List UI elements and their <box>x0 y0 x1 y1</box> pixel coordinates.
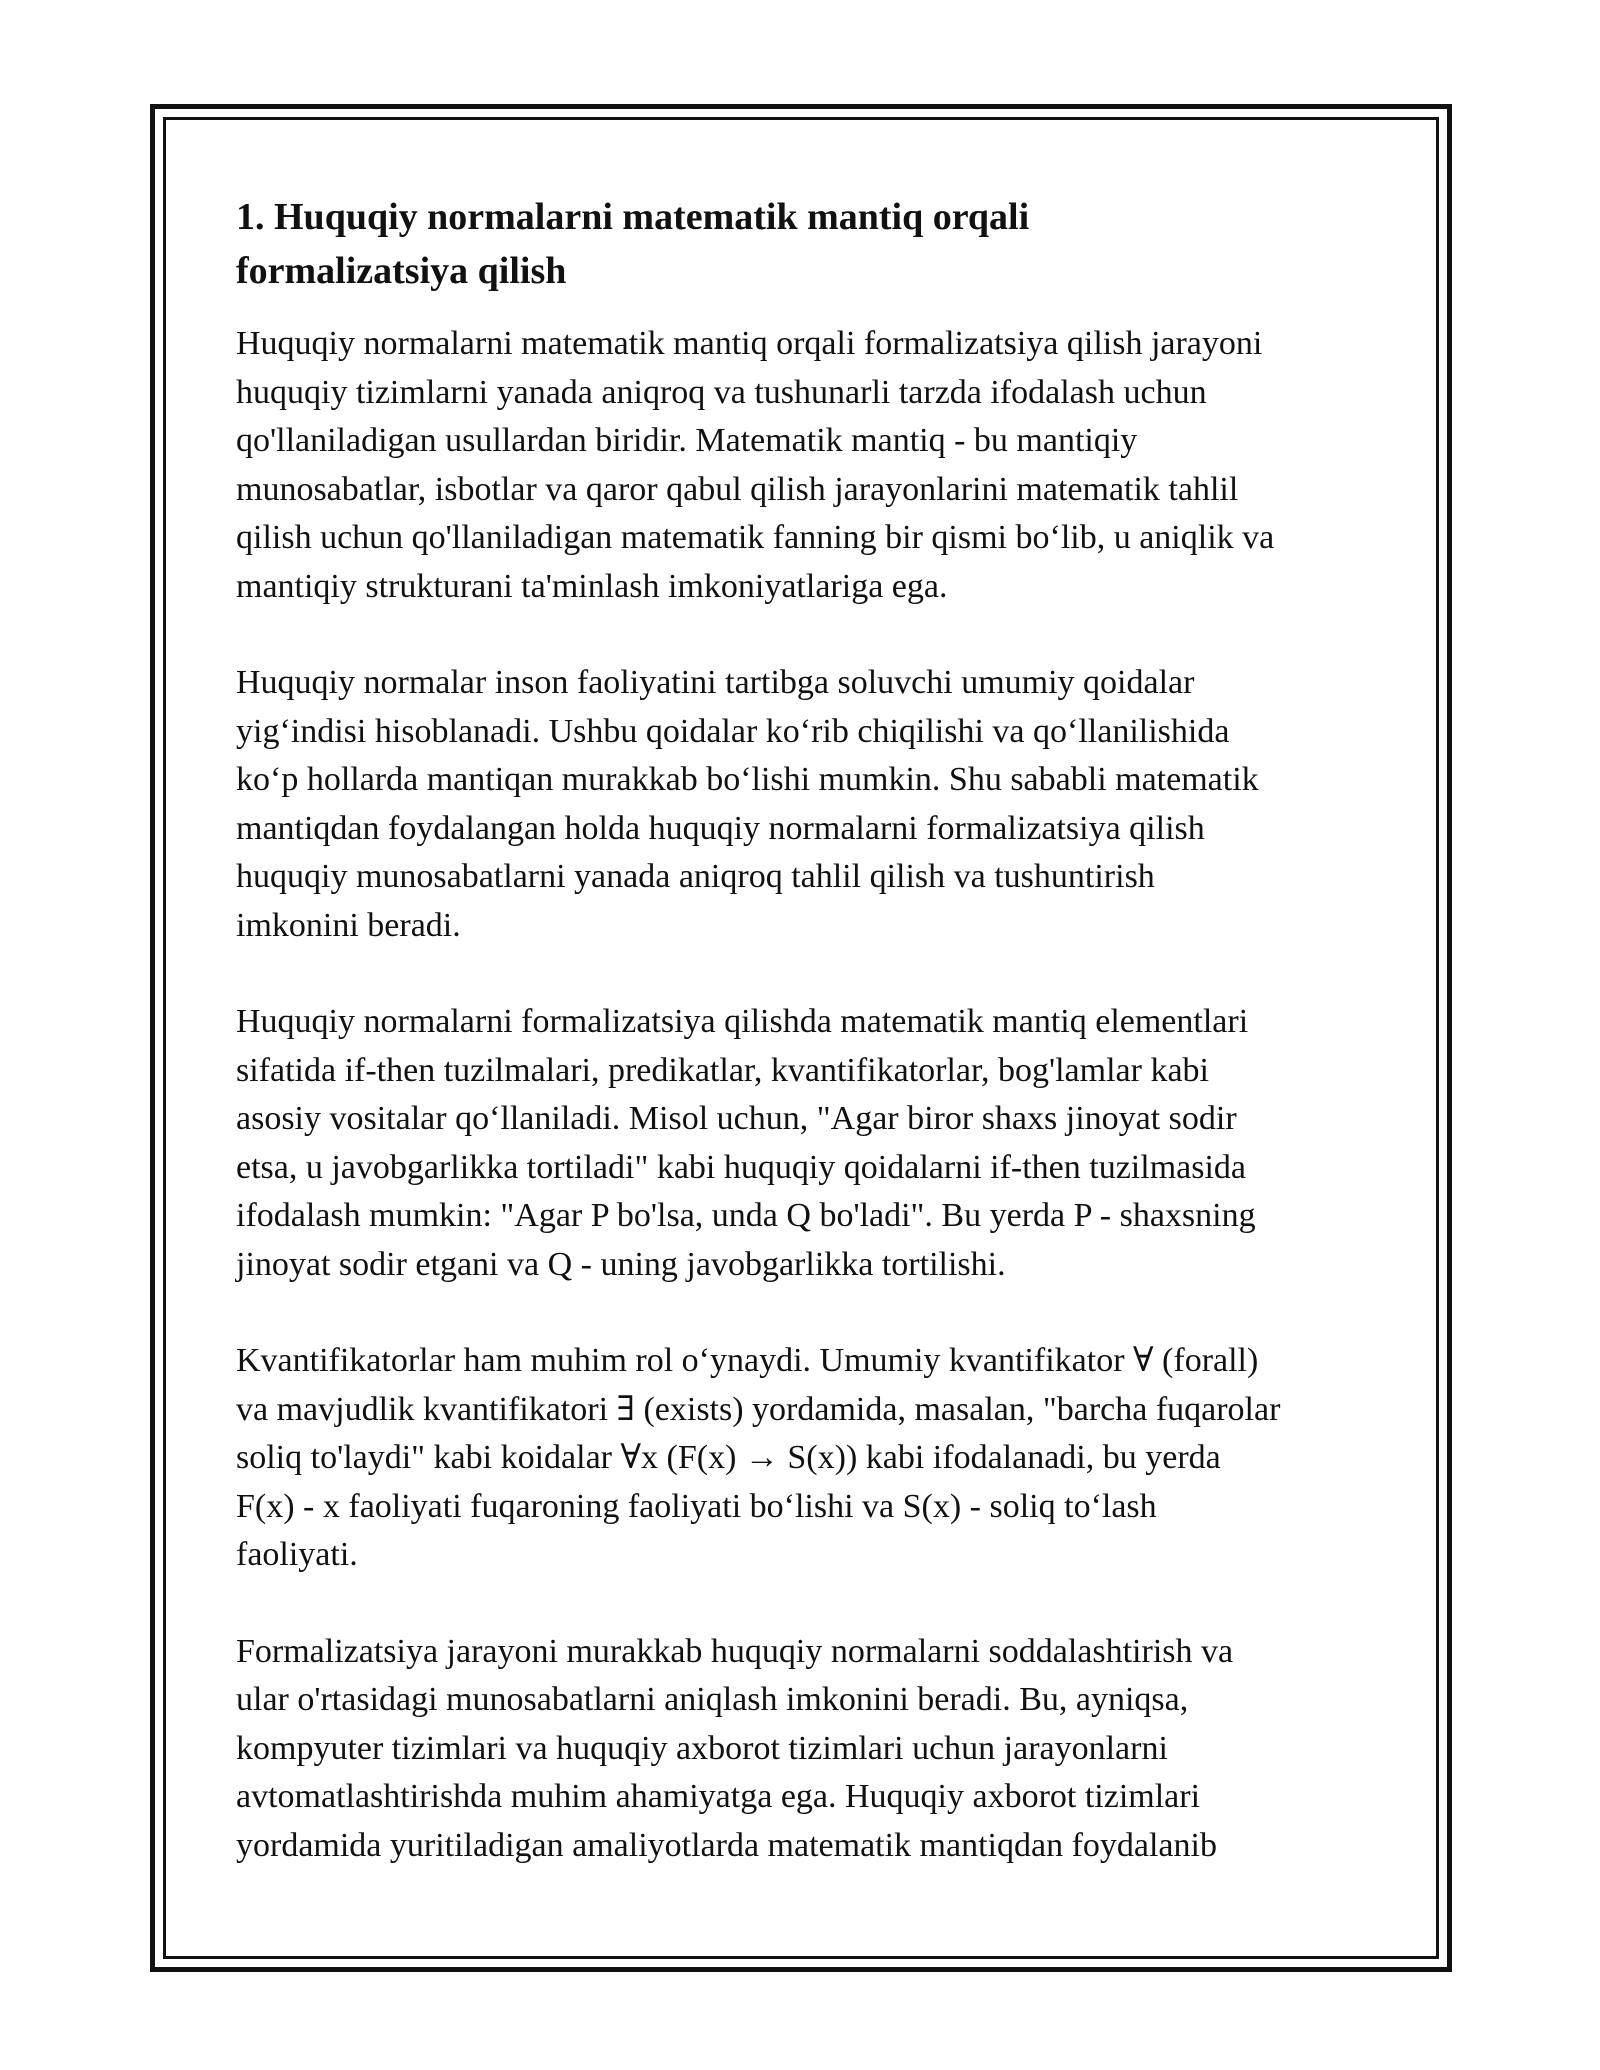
document-body <box>236 190 1386 1918</box>
section-heading: 1. Huquqiy normalarni matematik mantiq orqali formalizatsiya qilish <box>236 196 1030 292</box>
paragraph-4: Kvantifikatorlar ham muhim rol o‘ynaydi. Umumiy kvantifikator ∀ (forall) va mavjudlik kvantifikatori ∃ (exists) yordamida, masalan, "barcha fuqarolar soliq to'laydi" kabi koidalar ∀x (F(x) → S(x)) kabi ifodalanadi, bu yerda F(x) - x faoliyati fuqaroning faoliyati bo‘lishi va S(x) - soliq to‘lash faoliyati. <box>236 1342 1281 1573</box>
paragraph-1: Huquqiy normalarni matematik mantiq orqali formalizatsiya qilish jarayoni huquqiy tizimlarni yanada aniqroq va tushunarli tarzda ifodalash uchun qo'llaniladigan usullardan biridir. Matematik mantiq - bu mantiqiy munosabatlar, isbotlar va qaror qabul qilish jarayonlarini matematik tahlil qilish uchun qo'llaniladigan matematik fanning bir qismi bo‘lib, u aniqlik va mantiqiy strukturani ta'minlash imkoniyatlariga ega. <box>236 325 1275 605</box>
paragraph-2: Huquqiy normalar inson faoliyatini tartibga soluvchi umumiy qoidalar yig‘indisi hisoblanadi. Ushbu qoidalar ko‘rib chiqilishi va qo‘llanilishida ko‘p hollarda mantiqan murakkab bo‘lishi mumkin. Shu sababli matematik mantiqdan foydalangan holda huquqiy normalarni formalizatsiya qilish huquqiy munosabatlarni yanada aniqroq tahlil qilish va tushuntirish imkonini beradi. <box>236 664 1259 944</box>
paragraph-5: Formalizatsiya jarayoni murakkab huquqiy normalarni soddalashtirish va ular o'rtasidagi munosabatlarni aniqlash imkonini beradi. Bu, ayniqsa, kompyuter tizimlari va huquqiy axborot tizimlari uchun jarayonlarni avtomatlashtirishda muhim ahamiyatga ega. Huquqiy axborot tizimlari yordamida yuritiladigan amaliyotlarda matematik mantiqdan foydalanib <box>236 1632 1234 1864</box>
paragraph-3: Huquqiy normalarni formalizatsiya qilishda matematik mantiq elementlari sifatida if-then tuzilmalari, predikatlar, kvantifikatorlar, bog'lamlar kabi asosiy vositalar qo‘llaniladi. Misol uchun, "Agar biror shaxs jinoyat sodir etsa, u javobgarlikka tortiladi" kabi huquqiy qoidalarni if-then tuzilmasida ifodalash mumkin: "Agar P bo'lsa, unda Q bo'ladi". Bu yerda P - shaxsning jinoyat sodir etgani va Q - uning javobgarlikka tortilishi. <box>236 1003 1256 1283</box>
